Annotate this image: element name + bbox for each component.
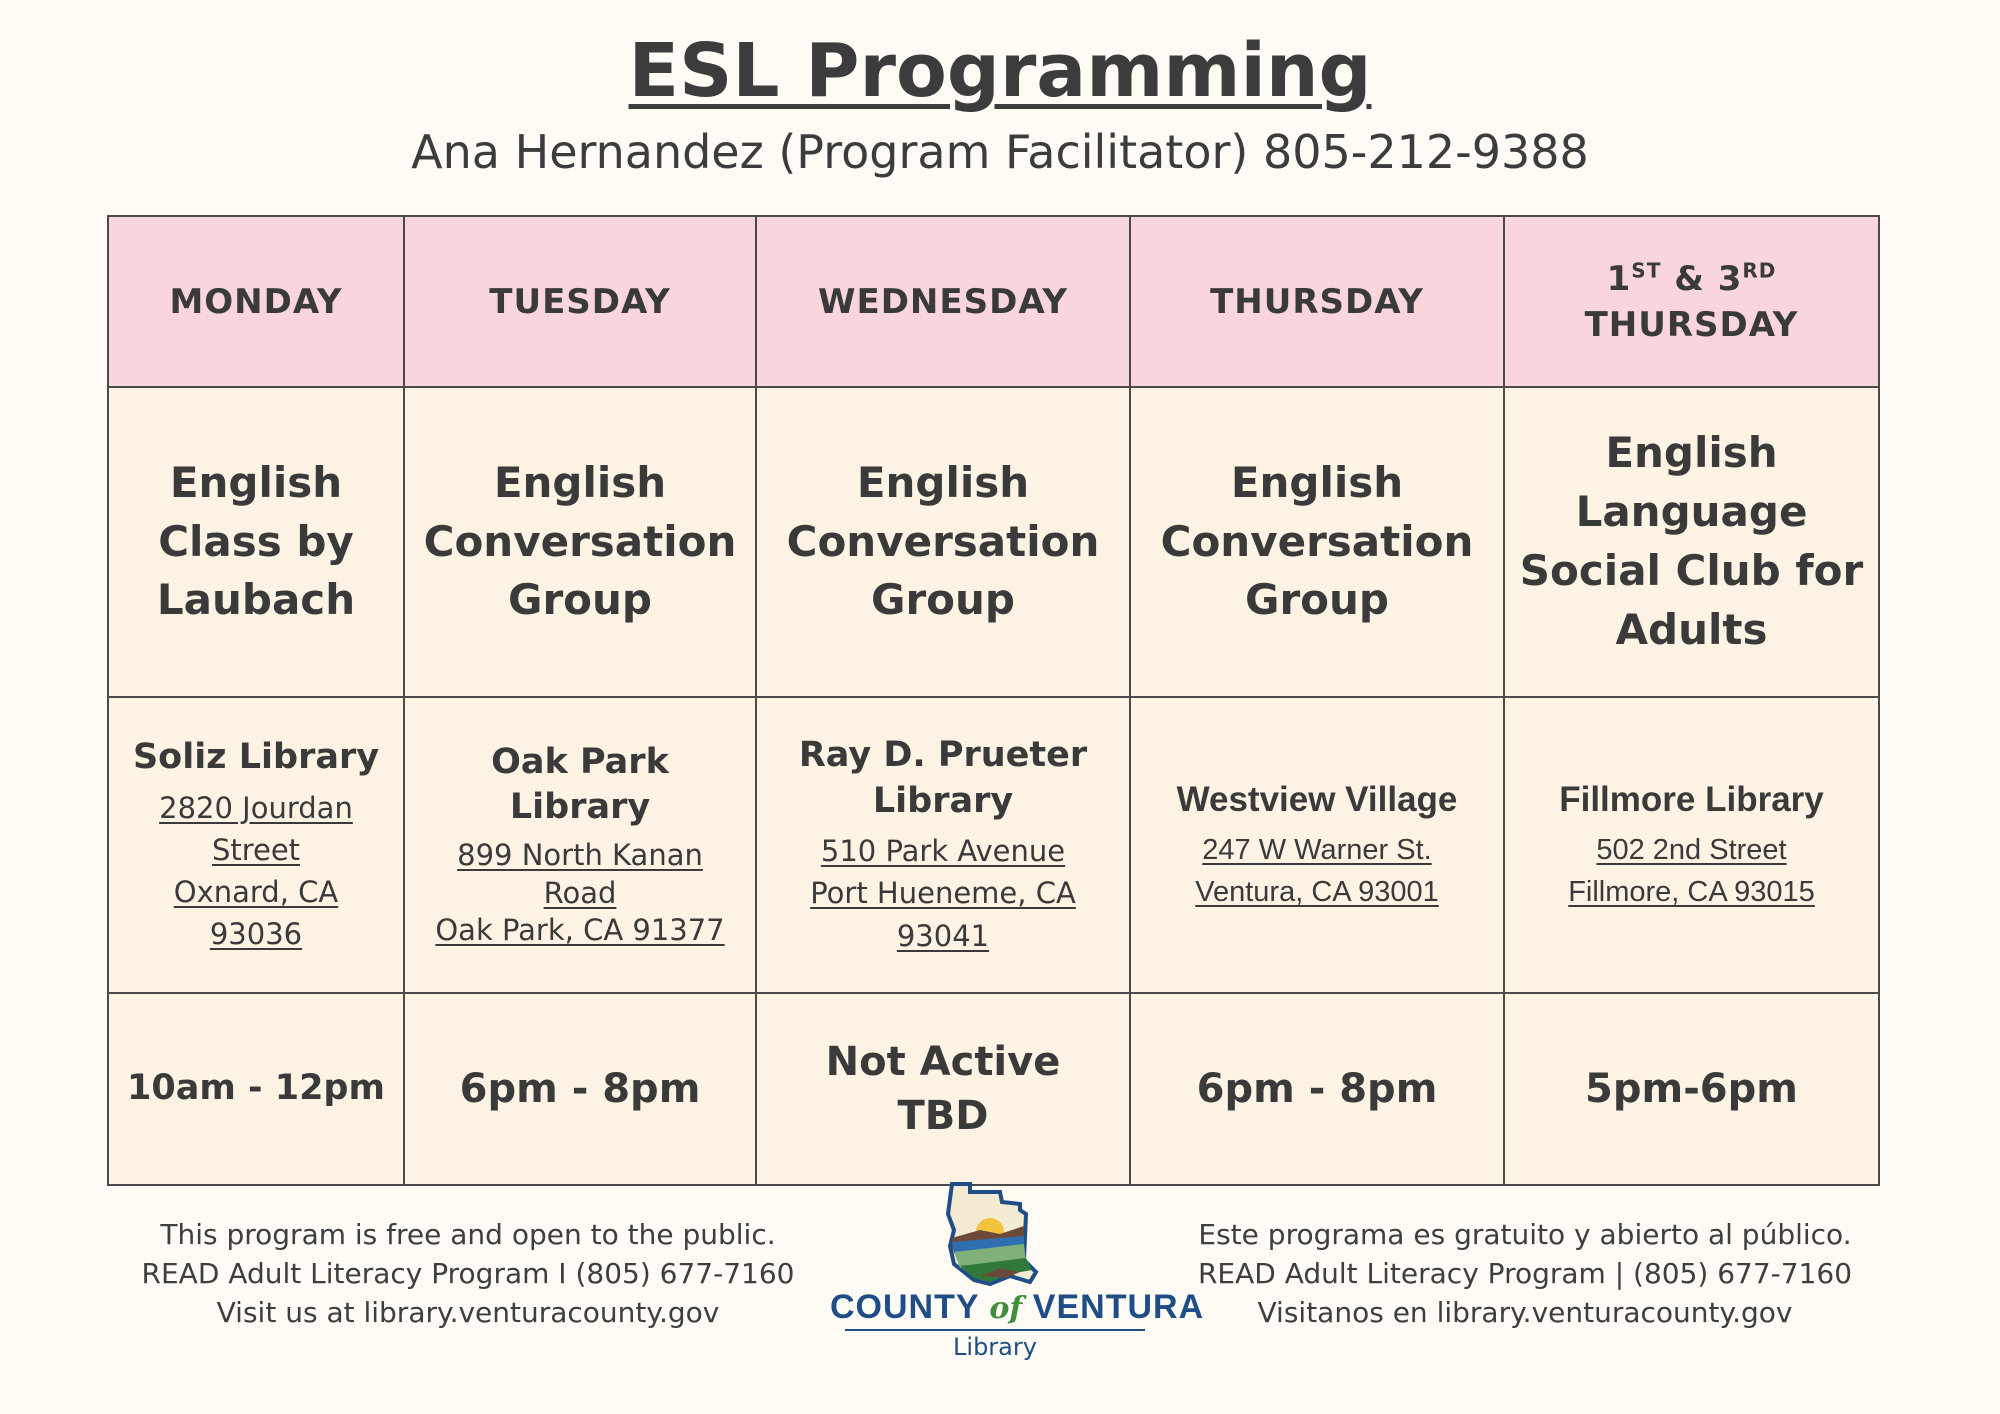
footer-phone: READ Adult Literacy Program I (805) 677-7160	[141, 1257, 795, 1291]
location-name: Ray D. Prueter Library	[798, 735, 1088, 821]
time-alt-thursday: 5pm-6pm	[1504, 993, 1879, 1185]
time-monday: 10am - 12pm	[108, 993, 404, 1185]
time-tuesday: 6pm - 8pm	[404, 993, 756, 1185]
program-monday: English Class by Laubach	[108, 387, 404, 697]
program-thursday: English Conversation Group	[1130, 387, 1504, 697]
day-header-wednesday: WEDNESDAY	[756, 216, 1130, 387]
location-wednesday	[756, 697, 1130, 993]
location-tuesday	[404, 697, 756, 993]
location-alt-thursday	[1504, 697, 1879, 993]
page-title: ESL Programming	[628, 28, 1372, 114]
footer-website-link[interactable]: Visit us at library.venturacounty.gov	[216, 1296, 720, 1330]
time-row	[108, 993, 1879, 1185]
day-header-monday: MONDAY	[108, 216, 404, 387]
day-header-tuesday: TUESDAY	[404, 216, 756, 387]
location-row	[108, 697, 1879, 993]
county-library-logo	[830, 1180, 1205, 1390]
location-address-link[interactable]: 510 Park Avenue Port Hueneme, CA 93041	[810, 834, 1076, 953]
schedule-table	[107, 215, 1880, 1186]
program-row	[108, 387, 1879, 697]
time-wednesday: Not Active TBD	[756, 993, 1130, 1185]
day-header-thursday: THURSDAY	[1130, 216, 1504, 387]
location-address-link[interactable]: 247 W Warner St. Ventura, CA 93001	[1195, 833, 1439, 908]
footer-free-text-es: Este programa es gratuito y abierto al público.	[1198, 1218, 1852, 1251]
footer-spanish	[1165, 1215, 1885, 1333]
footer-english	[108, 1215, 828, 1333]
location-monday	[108, 697, 404, 993]
footer-website-link-es[interactable]: Visitanos en library.venturacounty.gov	[1257, 1296, 1793, 1330]
alt-thursday-day: THURSDAY	[1584, 304, 1799, 345]
footer-free-text: This program is free and open to the public.	[160, 1218, 776, 1251]
program-wednesday: English Conversation Group	[756, 387, 1130, 697]
day-header-alt-thursday	[1504, 216, 1879, 387]
time-thursday: 6pm - 8pm	[1130, 993, 1504, 1185]
location-thursday	[1130, 697, 1504, 993]
program-alt-thursday: English Language Social Club for Adults	[1504, 387, 1879, 697]
location-address-link[interactable]: 502 2nd Street Fillmore, CA 93015	[1568, 833, 1815, 908]
logo-wordmark: COUNTY of VENTURA	[830, 1288, 1205, 1326]
location-name: Oak Park Library	[491, 741, 669, 828]
location-name: Soliz Library	[132, 737, 380, 778]
logo-rule	[845, 1329, 1145, 1331]
location-name: Westview Village	[1176, 780, 1458, 820]
location-address-link[interactable]: 899 North Kanan Road Oak Park, CA 91377	[435, 837, 725, 948]
location-name: Fillmore Library	[1559, 780, 1824, 820]
alt-thursday-weeks: 1ST & 3RD	[1606, 258, 1777, 299]
facilitator-contact: Ana Hernandez (Program Facilitator) 805-212-9388	[411, 125, 1589, 179]
footer-phone-es: READ Adult Literacy Program | (805) 677-7160	[1197, 1257, 1853, 1291]
county-map-icon	[940, 1180, 1050, 1290]
day-header-row	[108, 216, 1879, 387]
logo-library-text: Library	[953, 1333, 1037, 1361]
location-address-link[interactable]: 2820 Jourdan Street Oxnard, CA 93036	[159, 790, 353, 951]
program-tuesday: English Conversation Group	[404, 387, 756, 697]
